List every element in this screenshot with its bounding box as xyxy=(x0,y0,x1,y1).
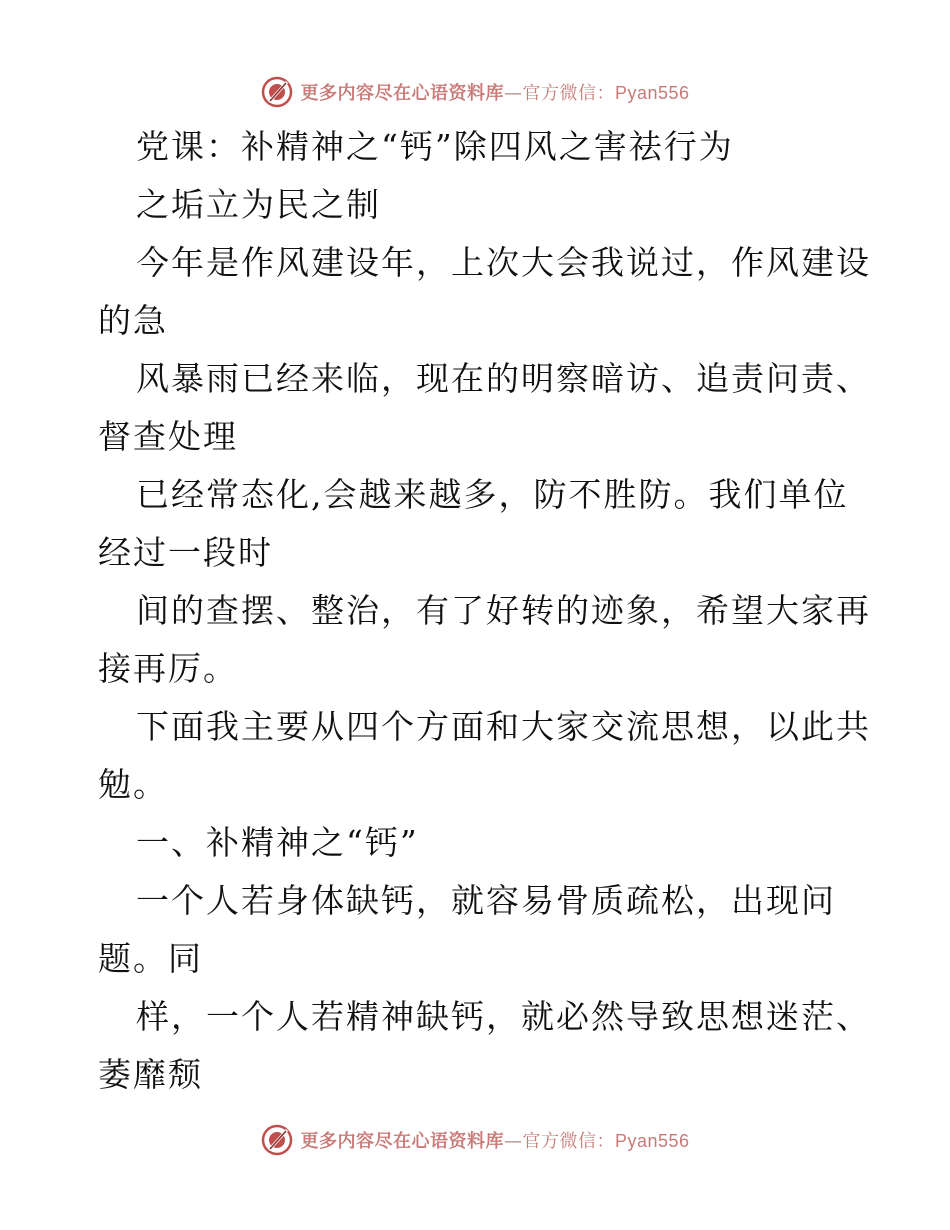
brush-pen-logo-icon xyxy=(260,75,294,109)
banner-dash: — xyxy=(503,1131,523,1152)
paragraph-line: 一个人若身体缺钙，就容易骨质疏松，出现问 xyxy=(136,881,836,920)
brush-pen-logo-icon xyxy=(260,1123,294,1157)
banner-lead: 更多内容尽在心语资料库 xyxy=(300,1131,504,1152)
paragraph-line: 勉。 xyxy=(98,765,168,804)
paragraph-line: 题。同 xyxy=(98,939,203,978)
paragraph-line: 风暴雨已经来临，现在的明察暗访、追责问责、 xyxy=(136,359,871,398)
paragraph-line: 今年是作风建设年，上次大会我说过，作风建设 xyxy=(136,243,871,282)
paragraph-line: 间的查摆、整治，有了好转的迹象，希望大家再 xyxy=(136,591,871,630)
banner-text xyxy=(300,1127,689,1153)
paragraph-line: 已经常态化,会越来越多，防不胜防。我们单位 xyxy=(136,475,849,514)
paragraph-line: 的急 xyxy=(98,301,168,340)
banner-account: Pyan556 xyxy=(614,83,690,103)
banner-label: 官方微信： xyxy=(522,83,615,104)
paragraph-line: 萎靡颓 xyxy=(98,1055,203,1094)
paragraph-line: 样，一个人若精神缺钙，就必然导致思想迷茫、 xyxy=(136,997,871,1036)
document-body xyxy=(98,118,871,1104)
paragraph-line: 经过一段时 xyxy=(98,533,273,572)
section-heading: 一、补精神之“钙” xyxy=(136,823,419,862)
banner-label: 官方微信： xyxy=(522,1131,615,1152)
paragraph-line: 督查处理 xyxy=(98,417,238,456)
banner-dash: — xyxy=(503,83,523,104)
paragraph-line: 下面我主要从四个方面和大家交流思想，以此共 xyxy=(136,707,871,746)
footer-watermark-banner xyxy=(0,1120,950,1160)
doc-title-line-1: 党课：补精神之“钙”除四风之害祛行为 xyxy=(136,127,734,166)
header-watermark-banner xyxy=(0,72,950,112)
paragraph-line: 接再厉。 xyxy=(98,649,238,688)
doc-title-line-2: 之垢立为民之制 xyxy=(136,185,381,224)
banner-account: Pyan556 xyxy=(614,1131,690,1151)
banner-text xyxy=(300,79,689,105)
banner-lead: 更多内容尽在心语资料库 xyxy=(300,83,504,104)
